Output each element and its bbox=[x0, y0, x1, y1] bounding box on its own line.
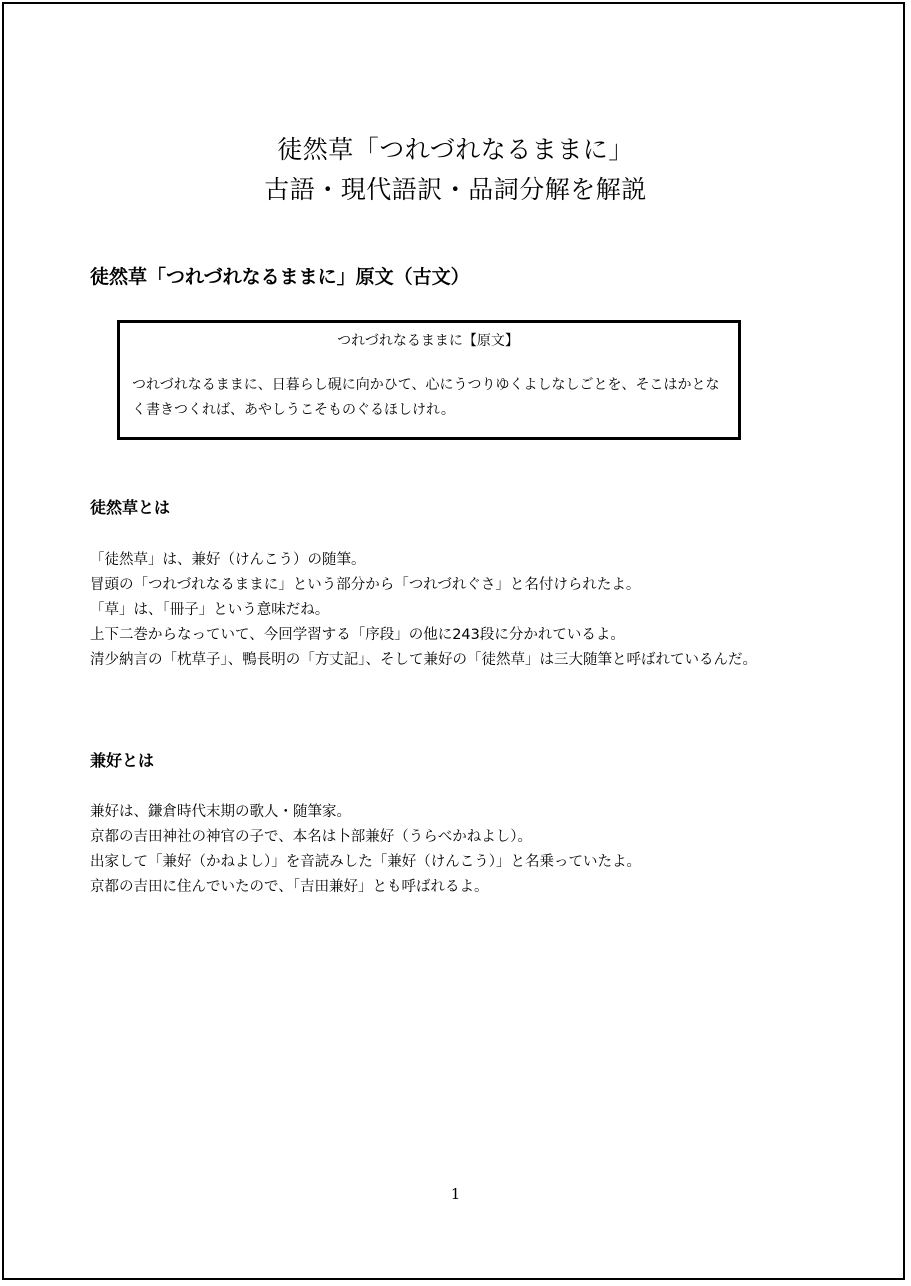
paragraph-line: 京都の吉田神社の神官の子で、本名は卜部兼好（うらべかねよし）。 bbox=[90, 829, 532, 845]
original-text-box bbox=[117, 320, 741, 440]
document-title bbox=[0, 130, 911, 210]
title-line-1: 徒然草「つれづれなるままに」 bbox=[277, 135, 634, 164]
paragraph-line: 清少納言の「枕草子」、鴨長明の「方丈記」、そして兼好の「徒然草」は三大随筆と呼ばれているんだ。 bbox=[90, 652, 757, 668]
paragraph-line: 上下二巻からなっていて、今回学習する「序段」の他に243段に分かれているよ。 bbox=[90, 627, 625, 643]
title-line-2: 古語・現代語訳・品詞分解を解説 bbox=[264, 175, 647, 204]
paragraph-line: 出家して「兼好（かねよし）」を音読みした「兼好（けんこう）」と名乗っていたよ。 bbox=[90, 854, 641, 870]
kenko-heading: 兼好とは bbox=[90, 751, 155, 770]
paragraph-line: 「草」は、「冊子」という意味だね。 bbox=[90, 602, 330, 618]
paragraph-line: 冒頭の「つれづれなるままに」という部分から「つれづれぐさ」と名付けられたよ。 bbox=[90, 577, 641, 593]
original-text-heading: 徒然草「つれづれなるままに」原文（古文） bbox=[90, 266, 470, 288]
paragraph-line: 兼好は、鎌倉時代末期の歌人・随筆家。 bbox=[90, 804, 351, 820]
page-number: 1 bbox=[450, 1185, 461, 1203]
original-text-box-title: つれづれなるままに【原文】 bbox=[337, 333, 519, 349]
tsurezuregusa-heading: 徒然草とは bbox=[90, 498, 171, 517]
original-text-body: つれづれなるままに、日暮らし硯に向かひて、心にうつりゆくよしなしごとを、そこはかとなく書きつくれば、あやしうこそものぐるほしけれ。 bbox=[132, 377, 720, 418]
paragraph-line: 「徒然草」は、兼好（けんこう）の随筆。 bbox=[90, 552, 366, 568]
paragraph-line: 京都の吉田に住んでいたので、「吉田兼好」とも呼ばれるよ。 bbox=[90, 879, 489, 895]
tsurezuregusa-paragraph bbox=[90, 548, 820, 673]
kenko-paragraph bbox=[90, 800, 820, 900]
